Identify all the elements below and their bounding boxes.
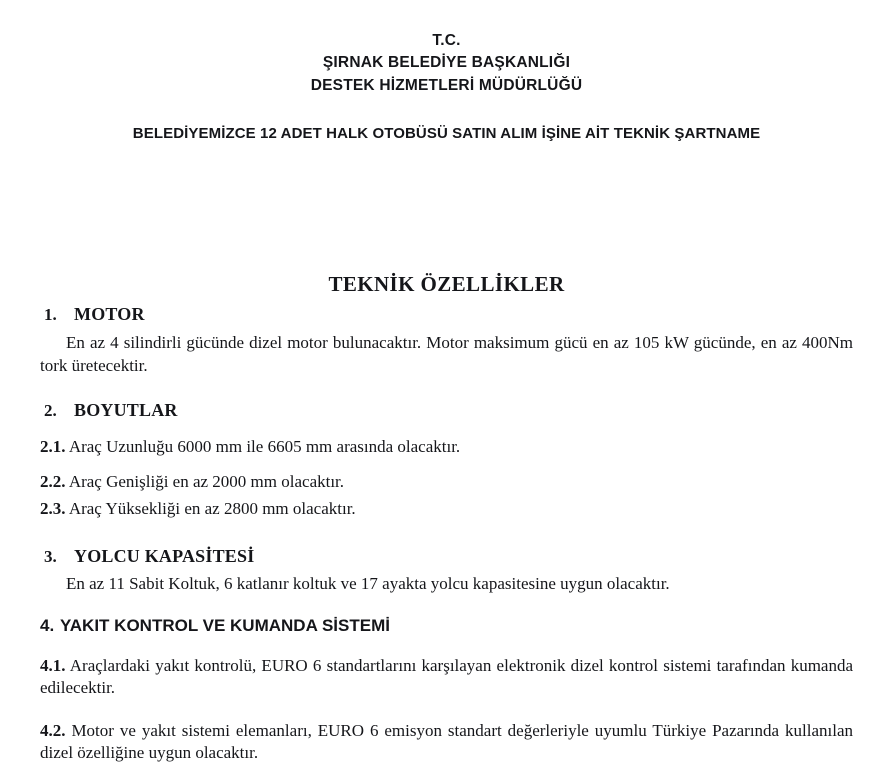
section-heading-yolcu-kapasitesi bbox=[40, 545, 853, 569]
section-1-paragraph: En az 4 silindirli gücünde dizel motor bulunacaktır. Motor maksimum gücü en az 105 kW gücünde, en az 400Nm tork üretecektir. bbox=[40, 333, 853, 375]
item-4-2-text: Motor ve yakıt sistemi elemanları, EURO 6 emisyon standart değerleriyle uyumlu Türkiye Pazarında kullanılan dizel özelliğine uygun olacaktır. bbox=[40, 720, 854, 763]
header-line-municipality: ŞIRNAK BELEDİYE BAŞKANLIĞI bbox=[322, 54, 571, 72]
item-2-1-label: 2.1. bbox=[40, 436, 66, 456]
section-number-3: 3. bbox=[44, 547, 57, 567]
item-2-1 bbox=[40, 436, 853, 458]
section-heading-boyutlar bbox=[40, 399, 853, 423]
section-title-1: MOTOR bbox=[74, 304, 145, 325]
document-header bbox=[40, 30, 853, 97]
header-line-tc: T.C. bbox=[432, 32, 461, 49]
section-title-4: YAKIT KONTROL VE KUMANDA SİSTEMİ bbox=[60, 616, 390, 636]
section-number-2: 2. bbox=[44, 401, 57, 421]
document-title: TEKNİK ÖZELLİKLER bbox=[328, 272, 565, 297]
document-subject: BELEDİYEMİZCE 12 ADET HALK OTOBÜSÜ SATIN ALIM İŞİNE AİT TEKNİK ŞARTNAME bbox=[132, 125, 761, 143]
header-line-department: DESTEK HİZMETLERİ MÜDÜRLÜĞÜ bbox=[310, 76, 583, 94]
item-2-2-label: 2.2. bbox=[40, 472, 66, 492]
item-2-3-text: Araç Yüksekliği en az 2800 mm olacaktır. bbox=[68, 498, 356, 518]
item-4-1-label: 4.1. bbox=[40, 655, 66, 675]
section-title-3: YOLCU KAPASİTESİ bbox=[74, 546, 255, 567]
section-heading-yakit-kontrol bbox=[40, 615, 853, 637]
item-4-1 bbox=[40, 655, 853, 700]
item-2-3 bbox=[40, 498, 853, 520]
item-4-1-text: Araçlardaki yakıt kontrolü, EURO 6 standartlarını karşılayan elektronik dizel kontrol sistemi tarafından kumanda edilecektir. bbox=[40, 655, 854, 698]
item-2-2 bbox=[40, 471, 853, 493]
document-body bbox=[40, 303, 853, 764]
section-number-1: 1. bbox=[44, 305, 57, 325]
item-2-1-text: Araç Uzunluğu 6000 mm ile 6605 mm arasında olacaktır. bbox=[68, 436, 461, 456]
section-heading-motor bbox=[40, 303, 853, 327]
item-2-2-text: Araç Genişliği en az 2000 mm olacaktır. bbox=[68, 472, 345, 492]
section-title-2: BOYUTLAR bbox=[74, 400, 178, 421]
item-4-2 bbox=[40, 720, 853, 764]
item-4-2-label: 4.2. bbox=[40, 720, 66, 740]
section-3-paragraph: En az 11 Sabit Koltuk, 6 katlanır koltuk ve 17 ayakta yolcu kapasitesine uygun olacaktır. bbox=[66, 573, 670, 593]
section-number-4: 4. bbox=[40, 616, 55, 636]
item-2-3-label: 2.3. bbox=[40, 498, 66, 518]
